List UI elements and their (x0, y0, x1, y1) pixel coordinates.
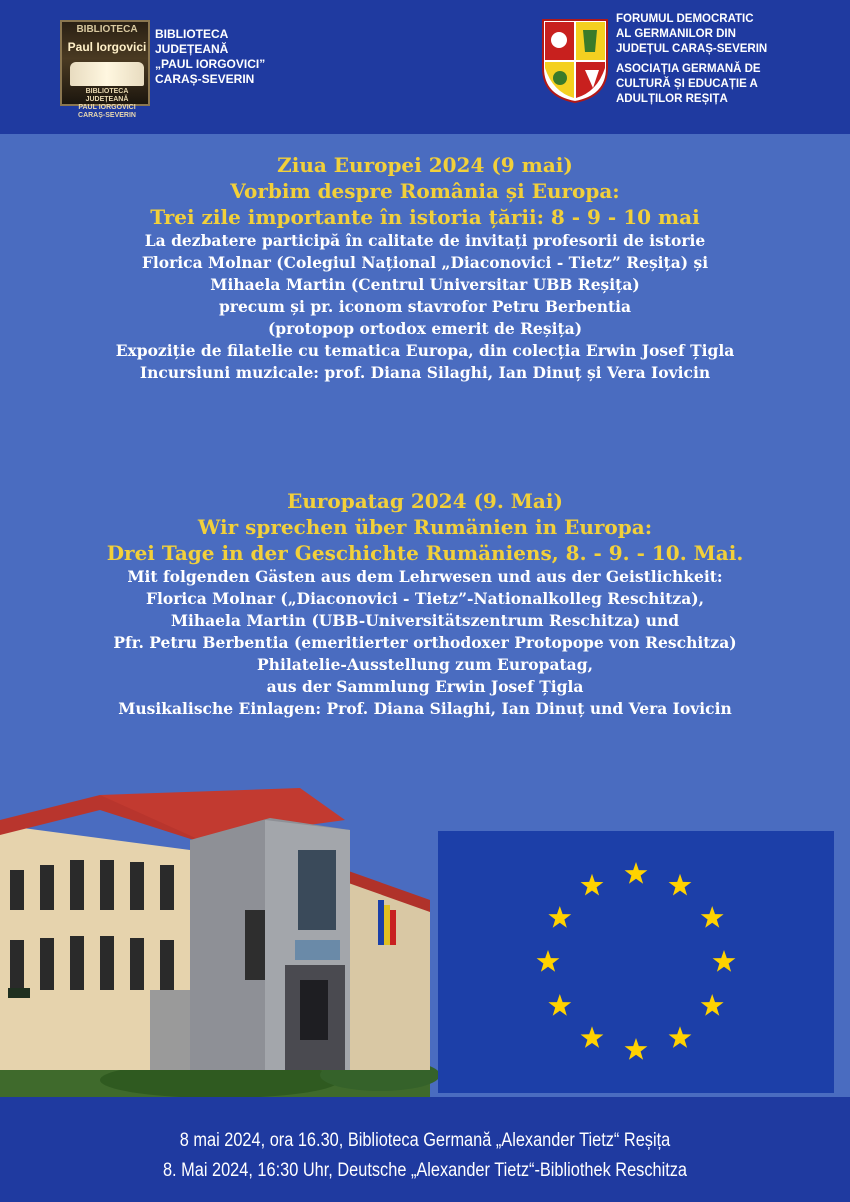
de-body-line: Musikalische Einlagen: Prof. Diana Silaghi, Ian Dinuț und Vera Iovicin (118, 699, 732, 718)
star-icon (701, 994, 724, 1016)
de-title: Europatag 2024 (9. Mai) (287, 489, 563, 513)
star-icon (669, 1026, 692, 1048)
star-icon (581, 1026, 604, 1048)
ro-body-line: Expoziție de filatelie cu tematica Europa, din colecția Erwin Josef Țigla (115, 341, 735, 360)
building-photo (0, 780, 430, 1098)
de-body-line: Pfr. Petru Berbentia (emeritierter orthodoxer Protopope von Reschitza) (113, 633, 737, 652)
star-icon (548, 906, 571, 928)
event-info-de: 8. Mai 2024, 16:30 Uhr, Deutsche „Alexander Tietz“-Bibliothek Reschitza (162, 1160, 688, 1181)
de-body-line: aus der Sammlung Erwin Josef Țigla (266, 677, 584, 696)
organizer-names: FORUMUL DEMOCRATIC AL GERMANILOR DIN JUDEȚUL CARAȘ-SEVERIN ASOCIAȚIA GERMANĂ DE CULTURĂ ȘI EDUCAȚIE A ADULȚILOR REȘIȚA (616, 13, 768, 105)
library-logo-bottom-text: BIBLIOTECA JUDEȚEANĂ PAUL IORGOVICI CARAȘ-SEVERIN (78, 88, 136, 119)
star-icon (701, 906, 724, 928)
eu-flag (438, 831, 834, 1093)
library-logo (60, 20, 150, 119)
de-body-line: Florica Molnar („Diaconovici - Tietz”-Nationalkolleg Reschitza), (145, 589, 704, 608)
ro-body-line: Florica Molnar (Colegiul Național „Diaconovici - Tietz” Reșița) și (141, 253, 709, 272)
ro-body-line: precum și pr. iconom stavrofor Petru Berbentia (218, 297, 632, 316)
romanian-section (0, 152, 850, 384)
star-icon (581, 874, 604, 896)
star-icon (625, 862, 648, 884)
de-body-line: Philatelie-Ausstellung zum Europatag, (257, 655, 593, 674)
de-subtitle: Wir sprechen über Rumänien in Europa: (197, 515, 653, 539)
star-icon (537, 950, 560, 972)
ro-body-line: La dezbatere participă în calitate de invitați profesorii de istorie (144, 231, 706, 250)
eu-flag-icon (438, 831, 834, 1093)
star-icon (713, 950, 736, 972)
star-icon (669, 874, 692, 896)
star-icon (548, 994, 571, 1016)
library-logo-top-text: BIBLIOTECA (76, 24, 138, 35)
german-section (0, 488, 850, 720)
ro-body-line: Incursiuni muzicale: prof. Diana Silaghi, Ian Dinuț și Vera Iovicin (139, 363, 711, 382)
ro-subtitle: Trei zile importante în istoria țării: 8 - 9 - 10 mai (150, 205, 700, 229)
de-subtitle: Drei Tage in der Geschichte Rumäniens, 8. - 9. - 10. Mai. (106, 541, 744, 565)
event-info-ro: 8 mai 2024, ora 16.30, Biblioteca Germană „Alexander Tietz“ Reșița (179, 1130, 671, 1151)
de-body-line: Mit folgenden Gästen aus dem Lehrwesen und aus der Geistlichkeit: (127, 567, 723, 586)
county-crest-icon (541, 18, 609, 104)
ro-body-line: Mihaela Martin (Centrul Universitar UBB Reșița) (210, 275, 640, 294)
ro-title: Ziua Europei 2024 (9 mai) (277, 153, 573, 177)
star-icon (625, 1038, 648, 1060)
open-book-icon (70, 62, 144, 86)
ro-body-line: (protopop ortodox emerit de Reșița) (267, 319, 583, 338)
library-logo-name: Paul Iorgovici (67, 40, 147, 54)
ro-subtitle: Vorbim despre România și Europa: (230, 179, 620, 203)
library-name: BIBLIOTECA JUDEȚEANĂ „PAUL IORGOVICI” CARAȘ-SEVERIN (155, 27, 266, 86)
de-body-line: Mihaela Martin (UBB-Universitätszentrum Reschitza) und (170, 611, 680, 630)
